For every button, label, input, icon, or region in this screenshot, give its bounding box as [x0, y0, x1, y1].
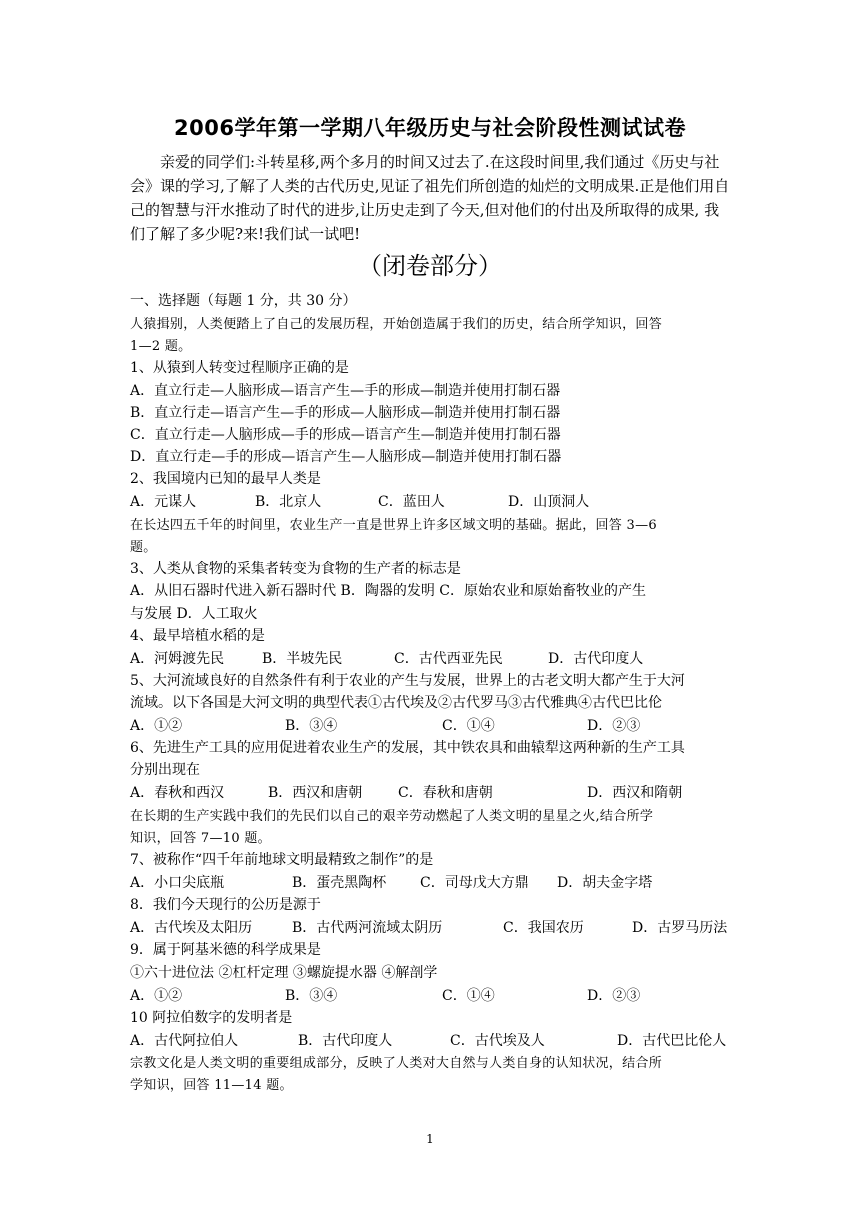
- option-5b: B．③④: [285, 718, 338, 734]
- option-5a: A．①②: [130, 718, 183, 734]
- option-7b: B．蛋壳黑陶杯: [292, 875, 387, 891]
- option-1a: A．直立行走—人脑形成—语言产生—手的形成—制造并使用打制石器: [130, 383, 561, 399]
- option-9a: A．①②: [130, 988, 183, 1004]
- stem-3: 在长期的生产实践中我们的先民们以自己的艰辛劳动燃起了人类文明的星星之火,结合所学: [130, 809, 654, 824]
- option-8c: C．我国农历: [503, 920, 584, 936]
- section-title: （闭卷部分）: [358, 252, 502, 280]
- option-9d: D．②③: [587, 988, 641, 1004]
- question-6b: 分别出现在: [130, 762, 200, 778]
- question-5b: 流域。以下各国是大河文明的典型代表①古代埃及②古代罗马③古代雅典④古代巴比伦: [130, 695, 662, 711]
- stem-4b: 学知识，回答 11—14 题。: [130, 1078, 293, 1093]
- option-8b: B．古代两河流域太阴历: [292, 920, 443, 936]
- option-8d: D．古罗马历法: [632, 920, 728, 936]
- question-1: 1、从猿到人转变过程顺序正确的是: [130, 360, 349, 376]
- option-8a: A．古代埃及太阳历: [130, 920, 253, 936]
- options-3: A．从旧石器时代进入新石器时代 B．陶器的发明 C．原始农业和原始畜牧业的产生: [130, 583, 647, 599]
- question-5: 5、大河流域良好的自然条件有利于农业的产生与发展，世界上的古老文明大都产生于大河: [130, 673, 685, 689]
- option-4d: D．古代印度人: [548, 651, 644, 667]
- option-10c: C．古代埃及人: [450, 1033, 545, 1049]
- option-2d: D．山顶洞人: [508, 494, 590, 510]
- option-6a: A．春秋和西汉: [130, 785, 225, 801]
- option-4c: C．古代西亚先民: [394, 651, 503, 667]
- option-5c: C．①④: [442, 718, 495, 734]
- stem-1: 人猿揖别，人类便踏上了自己的发展历程，开始创造属于我们的历史，结合所学知识，回答: [130, 317, 663, 332]
- option-7a: A．小口尖底瓶: [130, 875, 225, 891]
- question-2: 2、我国境内已知的最早人类是: [130, 471, 321, 487]
- option-10a: A．古代阿拉伯人: [130, 1033, 239, 1049]
- stem-4: 宗教文化是人类文明的重要组成部分，反映了人类对大自然与人类自身的认知状况，结合所: [130, 1056, 663, 1071]
- option-2b: B．北京人: [255, 494, 322, 510]
- option-4b: B．半坡先民: [262, 651, 343, 667]
- option-1b: B．直立行走—语言产生—手的形成—人脑形成—制造并使用打制石器: [130, 405, 561, 421]
- option-7d: D．胡夫金字塔: [557, 875, 653, 891]
- option-5d: D．②③: [587, 718, 641, 734]
- question-4: 4、最早培植水稻的是: [130, 628, 265, 644]
- option-9c: C．①④: [442, 988, 495, 1004]
- option-2c: C．蓝田人: [378, 494, 445, 510]
- option-9b: B．③④: [285, 988, 338, 1004]
- option-2a: A．元谋人: [130, 494, 197, 510]
- part1-heading: 一、选择题（每题 1 分，共 30 分）: [130, 293, 357, 309]
- option-1c: C．直立行走—人脑形成—手的形成—语言产生—制造并使用打制石器: [130, 427, 561, 443]
- option-6b: B．西汉和唐朝: [268, 785, 363, 801]
- options-3b: 与发展 D．人工取火: [130, 606, 258, 622]
- intro-paragraph: 亲爱的同学们:斗转星移,两个多月的时间又过去了.在这段时间里,我们通过《历史与社会》课的学习,了解了人类的古代历史,见证了祖先们所创造的灿烂的文明成果.正是他们用自己的智慧与汗水推动了时代的进步,让历史走到了今天,但对他们的付出及所取得的成果, 我们了解了多少呢?来!我们试一试吧!: [130, 153, 730, 243]
- stem-2: 在长达四五千年的时间里，农业生产一直是世界上许多区域文明的基础。据此，回答 3—6: [130, 518, 657, 533]
- question-3: 3、人类从食物的采集者转变为食物的生产者的标志是: [130, 561, 461, 577]
- stem-2b: 题。: [130, 540, 157, 555]
- question-8: 8．我们今天现行的公历是源于: [130, 897, 321, 913]
- option-6d: D．西汉和隋朝: [587, 785, 683, 801]
- option-10b: B．古代印度人: [298, 1033, 393, 1049]
- option-1d: D．直立行走—手的形成—语言产生—人脑形成—制造并使用打制石器: [130, 449, 562, 465]
- option-4a: A．河姆渡先民: [130, 651, 225, 667]
- question-7: 7、被称作“四千年前地球文明最精致之制作”的是: [130, 852, 434, 868]
- page-number: 1: [426, 1132, 434, 1146]
- question-9: 9．属于阿基米德的科学成果是: [130, 942, 321, 958]
- question-10: 10 阿拉伯数字的发明者是: [130, 1010, 293, 1026]
- stem-3b: 知识，回答 7—10 题。: [130, 831, 271, 846]
- option-10d: D．古代巴比伦人: [617, 1033, 727, 1049]
- question-9-items: ①六十进位法 ②杠杆定理 ③螺旋提水器 ④解剖学: [130, 965, 438, 981]
- option-6c: C．春秋和唐朝: [398, 785, 493, 801]
- question-6: 6、先进生产工具的应用促进着农业生产的发展，其中铁农具和曲辕犁这两种新的生产工具: [130, 740, 685, 756]
- stem-1b: 1—2 题。: [130, 339, 192, 354]
- option-7c: C．司母戊大方鼎: [420, 875, 529, 891]
- exam-title: 2006学年第一学期八年级历史与社会阶段性测试试卷: [174, 116, 686, 140]
